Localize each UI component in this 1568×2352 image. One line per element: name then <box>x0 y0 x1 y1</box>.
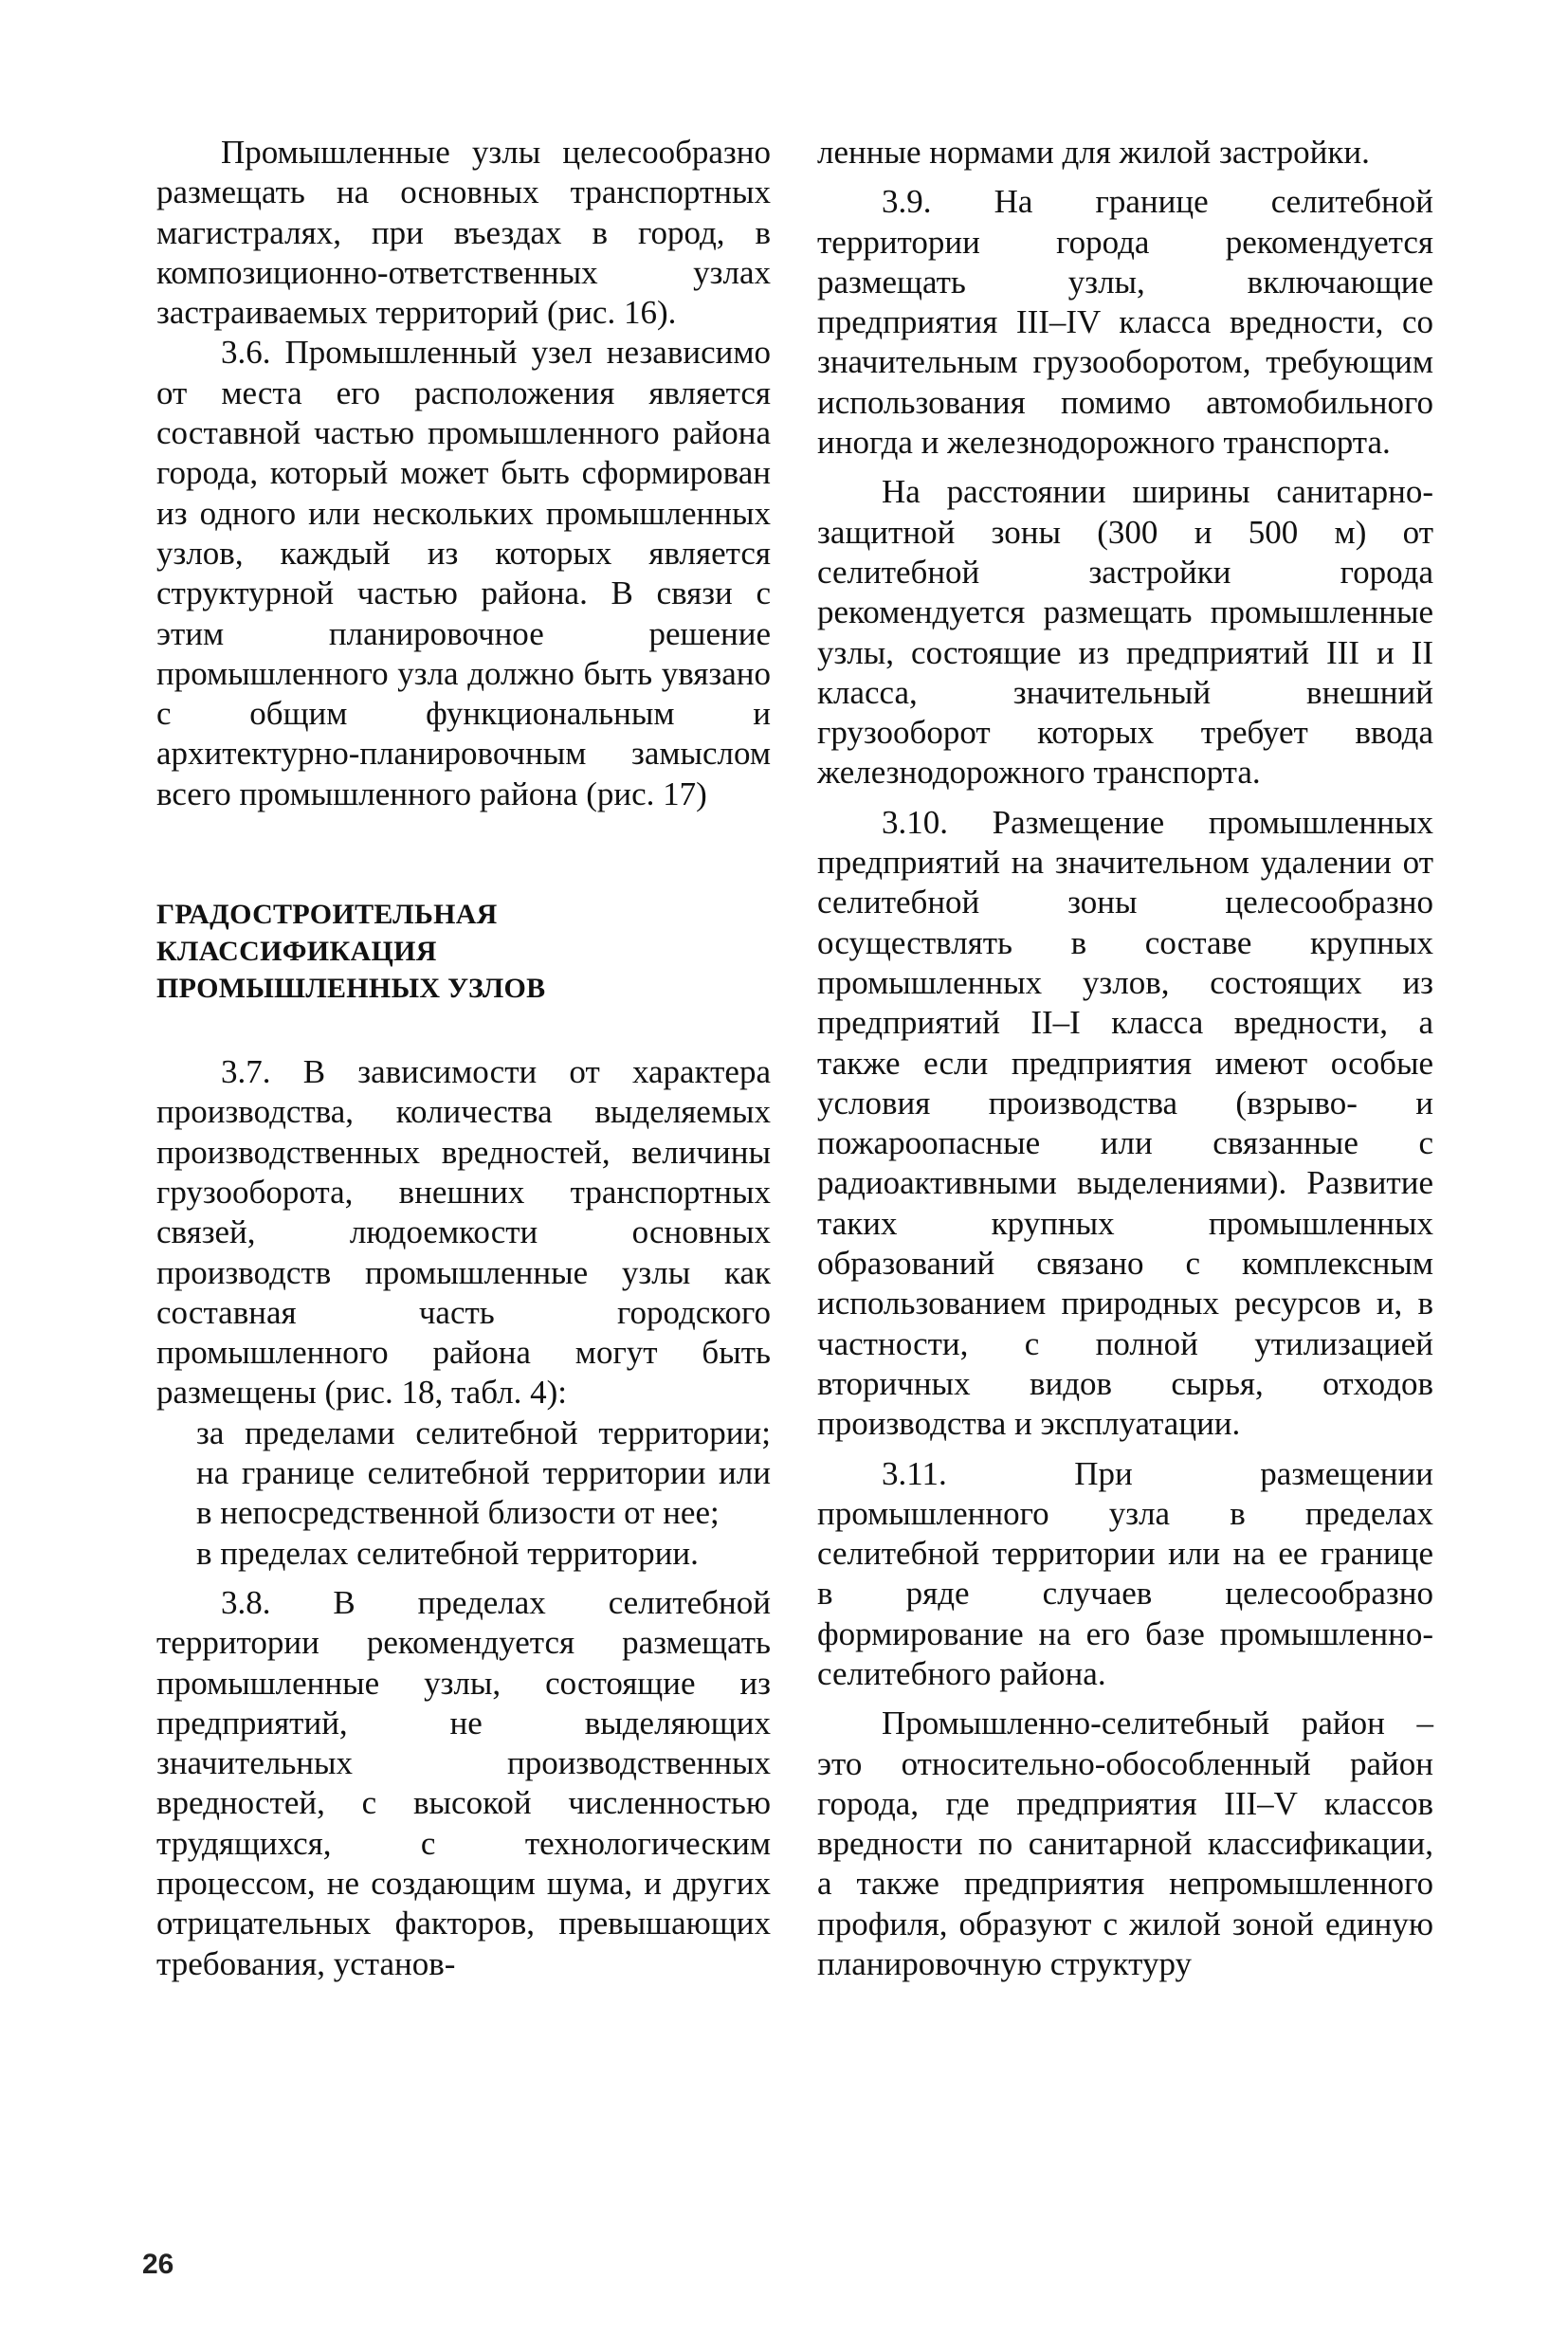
page-number: 26 <box>142 2249 174 2280</box>
section-heading-line-2: КЛАССИФИКАЦИЯ <box>156 936 437 968</box>
section-heading-line-1: ГРАДОСТРОИТЕЛЬНАЯ <box>156 899 498 931</box>
left-column <box>156 133 771 1984</box>
list-item-inside-residential: в пределах селитебной территории. <box>196 1534 699 1572</box>
section-heading <box>156 896 771 1007</box>
paragraph-industrial-nodes-placement: Промышленные узлы целесообразно размещать на основных транспортных магистралях, при въездах в город, в композиционно-ответственных узлах застраиваемых территорий (рис. 16). <box>156 134 771 332</box>
right-column <box>817 133 1433 1984</box>
paragraph-3-7: 3.7. В зависимости от характера производства, количества выделяемых производственных вредностей, величины грузооборота, внешних транспортных связей, людоемкости основных производств промышленные узлы как составная часть городского промышленного района могут быть размещены (рис. 18, табл. 4): <box>156 1053 771 1412</box>
paragraph-industrial-residential-district: Промышленно-селитебный район – это относительно-обособленный район города, где предприятия III–V классов вредности по санитарной классификации, а также предприятия непромышленного профиля, образуют с жилой зоной единую планировочную структуру <box>817 1705 1433 1983</box>
paragraph-sanitary-zone: На расстоянии ширины санитарно-защитной зоны (300 и 500 м) от селитебной застройки города рекомендуется размещать промышленные узлы, состоящие из предприятий III и II класса, значительный внешний грузооборот которых требует ввода железнодорожного транспорта. <box>817 473 1433 792</box>
paragraph-3-6: 3.6. Промышленный узел независимо от места его расположения является составной частью промышленного района города, который может быть сформирован из одного или нескольких промышленных узлов, каждый из которых является структурной частью района. В связи с этим планировочное решение промышленного узла должно быть увязано с общим функциональным и архитектурно-планировочным замыслом всего промышленного района (рис. 17) <box>156 334 771 812</box>
paragraph-3-10: 3.10. Размещение промышленных предприятий на значительном удалении от селитебной зоны целесообразно осуществлять в составе крупных промышленных узлов, состоящих из предприятий II–I класса вредности, а также если предприятия имеют особые условия производства (взрыво- и пожароопасные или связанные с радиоактивными выделениями). Развитие таких крупных промышленных образований связано с комплексным использованием природных ресурсов и, в частности, с полной утилизацией вторичных видов сырья, отходов производства и эксплуатации. <box>817 803 1433 1443</box>
paragraph-3-8: 3.8. В пределах селитебной территории рекомендуется размещать промышленные узлы, состоящие из предприятий, не выделяющих значительных производственных вредностей, с высокой численностью трудящихся, с технологическим процессом, не создающим шума, и других отрицательных факторов, превышающих требования, установ- <box>156 1583 771 1982</box>
paragraph-3-11: 3.11. При размещении промышленного узла в пределах селитебной территории или на ее границе в ряде случаев целесообразно формирование на его базе промышленно-селитебного района. <box>817 1454 1433 1692</box>
section-heading-line-3: ПРОМЫШЛЕННЫХ УЗЛОВ <box>156 973 546 1005</box>
paragraph-3-9: 3.9. На границе селитебной территории города рекомендуется размещать узлы, включающие предприятия III–IV класса вредности, со значительным грузооборотом, требующим использования помимо автомобильного иногда и железнодорожного транспорта. <box>817 183 1433 462</box>
list-item-outside-residential: за пределами селитебной территории; на границе селитебной территории или в непосредственной близости от нее; <box>196 1413 771 1532</box>
paragraph-continuation: ленные нормами для жилой застройки. <box>817 134 1370 171</box>
